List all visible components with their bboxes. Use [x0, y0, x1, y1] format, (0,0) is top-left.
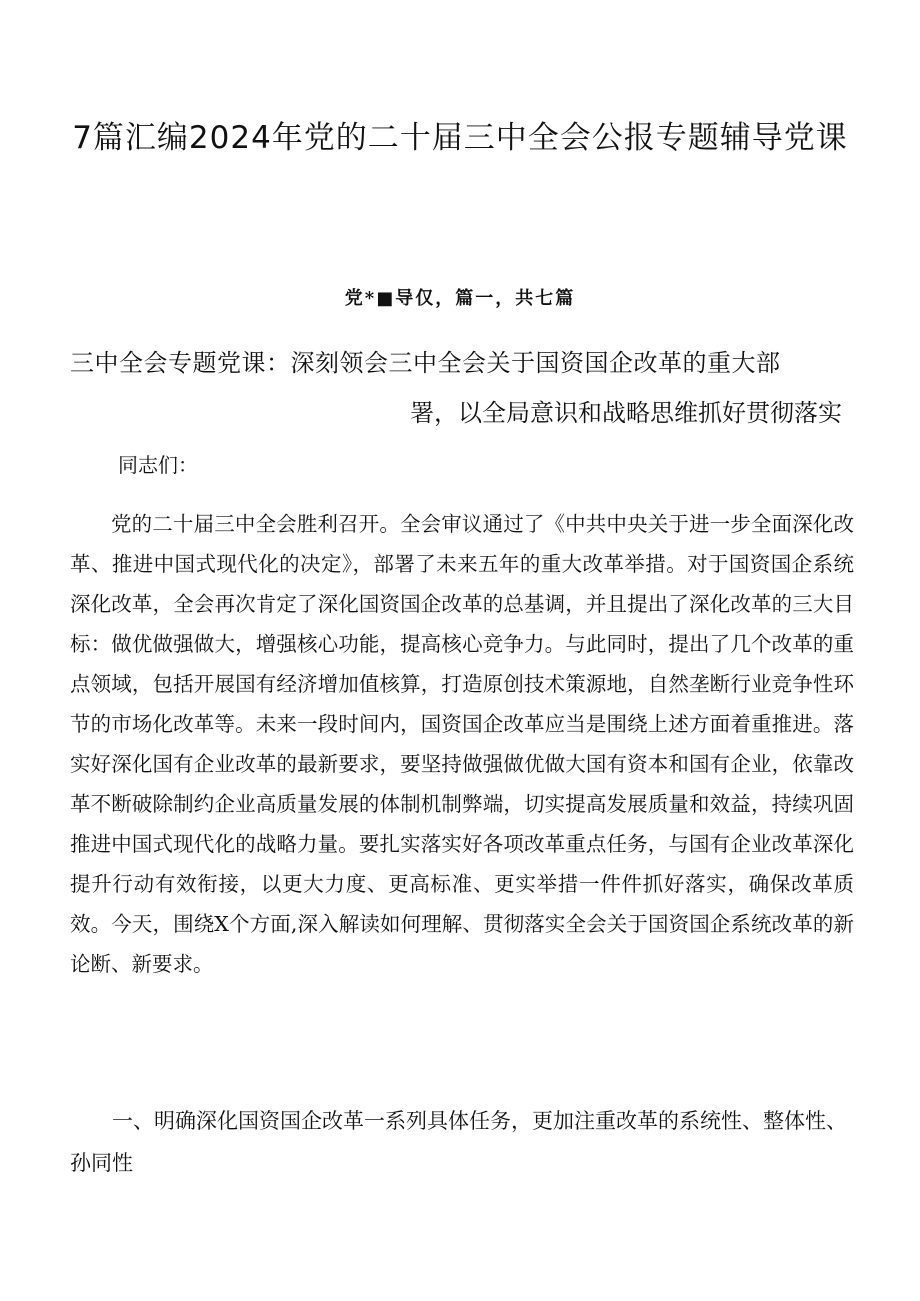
section-title-line2: 署，以全局意识和战略思维抓好贯彻落实 — [410, 399, 842, 427]
body-paragraph: 党的二十届三中全会胜利召开。全会审议通过了《中共中央关于进一步全面深化改革、推进中国式现代化的决定》，部署了未来五年的重大改革举措。对于国资国企系统深化改革，全会再次肯定了深化国资国企改革的总基调，并且提出了深化改革的三大目标：做优做强做大，增强核心功能，提高核心竞争力。与此同时，提出了几个改革的重点领域，包括开展国有经济增加值核算，打造原创技术策源地，自然垄断行业竞争性环节的市场化改革等。未来一段时间内，国资国企改革应当是围绕上述方面着重推进。落实好深化国有企业改革的最新要求，要坚持做强做优做大国有资本和国有企业，依靠改革不断破除制约企业高质量发展的体制机制弊端，切实提高发展质量和效益，持续巩固推进中国式现代化的战略力量。要扎实落实好各项改革重点任务，与国有企业改革深化提升行动有效衔接，以更大力度、更高标准、更实举措一件件抓好落实，确保改革质效。今天，围绕X个方面,深入解读如何理解、贯彻落实全会关于国资国企系统改革的新论断、新要求。 — [70, 512, 854, 976]
section-title-line1: 三中全会专题党课：深刻领会三中全会关于国资国企改革的重大部 — [70, 349, 781, 377]
greeting: 同志们： — [118, 453, 198, 477]
heading-one: 一、明确深化国资国企改革一系列具体任务，更加注重改革的系统性、整体性、孙同性 — [70, 1109, 847, 1175]
section-title — [70, 338, 850, 438]
document-subheading: 党*■导仅，篇一，共七篇 — [344, 288, 576, 309]
document-title: 7篇汇编2024年党的二十届三中全会公报专题辅导党课 — [72, 120, 848, 156]
